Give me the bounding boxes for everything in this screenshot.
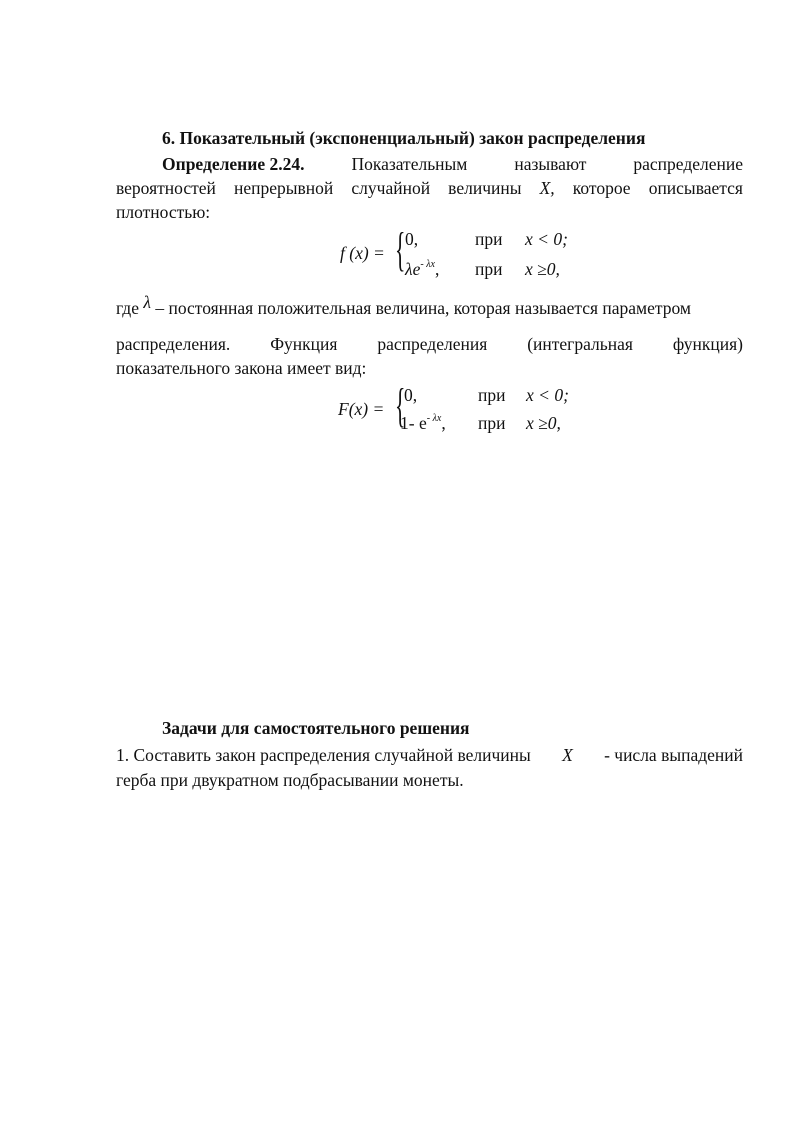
word: непрерывной — [234, 178, 334, 198]
formula-row2-value: 1- $e^{- \lambda x}$, — [400, 413, 446, 433]
brace-icon: { — [395, 379, 406, 432]
formula-row1-cond: x < 0; — [526, 385, 569, 405]
after-formula-line-2 — [116, 334, 743, 355]
task-1-line-1: 1. Составить закон распределения случайной величины X - числа выпадений — [116, 745, 743, 765]
word: Функция — [270, 334, 338, 354]
task-1-line-2: герба при двукратном подбрасывании монеты. — [116, 770, 464, 790]
formula-row2-cond: x ≥0, — [526, 413, 561, 433]
definition-line-1 — [116, 154, 743, 175]
word: распределения — [377, 334, 488, 354]
word: вероятностей — [116, 178, 216, 198]
formula-row1-cond: x < 0; — [525, 229, 568, 249]
word: (интегральная — [527, 334, 633, 354]
word: случайной — [351, 178, 431, 198]
formula-row2-word: при — [475, 259, 503, 279]
density-formula — [340, 223, 580, 286]
word: которое — [572, 178, 631, 198]
formula-row1-value: 0, — [405, 229, 419, 249]
distribution-formula — [338, 379, 578, 442]
word: величины — [448, 178, 522, 198]
brace-icon: { — [395, 223, 406, 276]
word: распределения. — [116, 334, 231, 354]
tasks-title: Задачи для самостоятельного решения — [162, 718, 470, 738]
formula-lhs: F(x) = — [338, 399, 385, 419]
after-formula-line-1: где λ – постоянная положительная величина, которая называется параметром — [116, 292, 691, 318]
formula-row2-word: при — [478, 413, 506, 433]
variable-x: X — [562, 745, 573, 765]
after-formula-line-3: показательного закона имеет вид: — [116, 358, 367, 378]
section-title: 6. Показательный (экспоненциальный) закон распределения — [162, 128, 646, 148]
lambda-symbol: λ — [143, 292, 151, 312]
word: функция) — [672, 334, 743, 354]
definition-label: Определение 2.24. — [162, 154, 305, 174]
formula-row2-value: $\lambda e^{- \lambda x}$, — [405, 259, 440, 279]
variable-x: X, — [539, 178, 555, 198]
word: описывается — [648, 178, 743, 198]
definition-line-3: плотностью: — [116, 202, 211, 222]
formula-row1-word: при — [478, 385, 506, 405]
formula-row1-value: 0, — [404, 385, 418, 405]
formula-lhs: f (x) = — [340, 243, 385, 263]
definition-line-2 — [116, 178, 743, 199]
word: распределение — [633, 154, 743, 174]
word: называют — [514, 154, 587, 174]
formula-row1-word: при — [475, 229, 503, 249]
formula-row2-cond: x ≥0, — [525, 259, 560, 279]
word: Показательным — [351, 154, 468, 174]
